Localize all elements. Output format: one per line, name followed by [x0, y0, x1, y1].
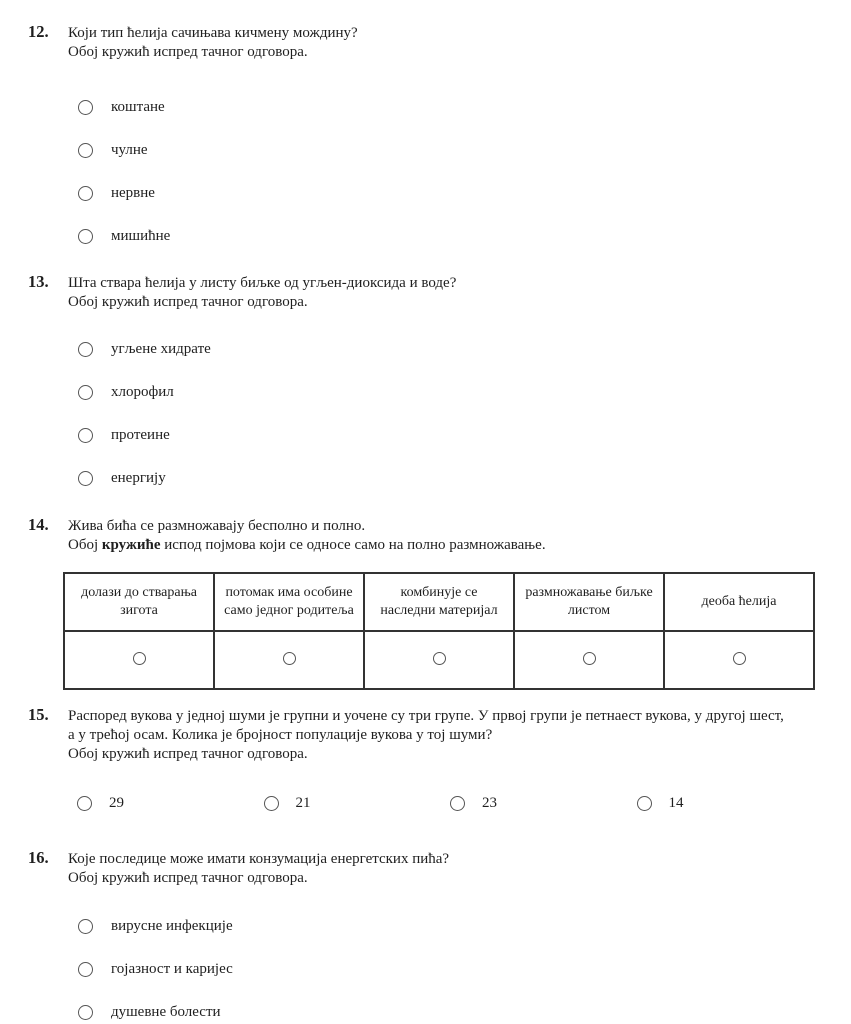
options-list	[78, 917, 823, 1022]
radio-button[interactable]	[78, 385, 93, 400]
radio-button[interactable]	[583, 652, 596, 665]
table-header-cell: комбинује се наследни материјал	[364, 573, 514, 631]
question-15	[28, 705, 823, 813]
options-list	[78, 98, 823, 246]
answer-option	[78, 383, 823, 402]
option-label: енергију	[111, 470, 166, 486]
answer-option	[78, 426, 823, 445]
answer-option	[77, 794, 264, 813]
answer-option	[78, 917, 823, 936]
question-prompt: Које последице може имати конзумација енергетских пића?	[68, 851, 450, 867]
question-instruction: Обој кружић испред тачног одговора.	[68, 746, 308, 762]
answer-option	[78, 960, 823, 979]
table-answer-cell	[364, 631, 514, 689]
radio-button[interactable]	[78, 186, 93, 201]
question-number: 15.	[28, 705, 49, 724]
radio-button[interactable]	[637, 796, 652, 811]
radio-button[interactable]	[450, 796, 465, 811]
question-number: 14.	[28, 515, 49, 534]
answer-option	[264, 794, 451, 813]
option-label: душевне болести	[111, 1004, 221, 1020]
option-label: 29	[109, 795, 124, 811]
radio-button[interactable]	[78, 471, 93, 486]
answer-option	[637, 794, 824, 813]
radio-button[interactable]	[78, 342, 93, 357]
question-prompt: Жива бића се размножавају бесполно и полно.	[68, 518, 366, 534]
option-label: хлорофил	[111, 384, 174, 400]
option-label: гојазност и каријес	[111, 961, 233, 977]
question-prompt-line: а у трећој осам. Колика је бројност популације вукова у тој шуми?	[68, 727, 493, 743]
radio-button[interactable]	[133, 652, 146, 665]
radio-button[interactable]	[78, 229, 93, 244]
options-list	[78, 340, 823, 488]
table-answer-cell	[214, 631, 364, 689]
question-prompt: Шта ствара ћелија у листу биљке од угљен-диоксида и воде?	[68, 275, 457, 291]
option-label: нервне	[111, 185, 155, 201]
question-instruction: Обој кружић испред тачног одговора.	[68, 870, 308, 886]
radio-button[interactable]	[77, 796, 92, 811]
question-12	[28, 22, 823, 246]
answer-option	[78, 227, 823, 246]
option-label: коштане	[111, 99, 165, 115]
option-label: мишићне	[111, 228, 171, 244]
radio-button[interactable]	[264, 796, 279, 811]
question-instruction: Обој кружић испред тачног одговора.	[68, 294, 308, 310]
question-number: 16.	[28, 848, 49, 867]
table-header-cell: потомак има особине само једног родитеља	[214, 573, 364, 631]
table-header-cell: долази до стварања зигота	[64, 573, 214, 631]
question-instruction: Обој кружиће испод појмова који се односе само на полно размножавање.	[68, 537, 546, 553]
radio-button[interactable]	[78, 428, 93, 443]
concepts-table	[63, 572, 815, 690]
answer-option	[78, 98, 823, 117]
radio-button[interactable]	[78, 100, 93, 115]
option-label: протеине	[111, 427, 170, 443]
radio-button[interactable]	[78, 143, 93, 158]
question-number: 13.	[28, 272, 49, 291]
table-header-cell: деоба ћелија	[664, 573, 814, 631]
question-number: 12.	[28, 22, 49, 41]
radio-button[interactable]	[78, 919, 93, 934]
option-label: 21	[295, 795, 311, 811]
option-label: 23	[482, 795, 497, 811]
option-label: чулне	[111, 142, 148, 158]
table-answer-cell	[664, 631, 814, 689]
question-16	[28, 848, 823, 1022]
answer-option	[78, 469, 823, 488]
answer-option	[78, 1003, 823, 1022]
answer-option	[78, 141, 823, 160]
answer-option	[78, 184, 823, 203]
answer-option	[78, 340, 823, 359]
option-label: вирусне инфекције	[111, 918, 233, 934]
radio-button[interactable]	[78, 1005, 93, 1020]
option-label: угљене хидрате	[111, 341, 211, 357]
table-header-cell: размножавање биљке листом	[514, 573, 664, 631]
question-13	[28, 272, 823, 488]
table-answer-cell	[64, 631, 214, 689]
radio-button[interactable]	[733, 652, 746, 665]
question-14	[28, 515, 823, 690]
answer-option	[450, 794, 637, 813]
radio-button[interactable]	[283, 652, 296, 665]
table-header-row	[64, 573, 814, 631]
question-instruction: Обој кружић испред тачног одговора.	[68, 44, 308, 60]
radio-button[interactable]	[78, 962, 93, 977]
radio-button[interactable]	[433, 652, 446, 665]
option-label: 14	[668, 795, 684, 811]
table-answer-row	[64, 631, 814, 689]
question-prompt-line: Распоред вукова у једној шуми је групни и уочене су три групе. У првој групи је петнаест вукова, у другој шест,	[68, 708, 784, 724]
question-prompt: Који тип ћелија сачињава кичмену мождину?	[68, 25, 358, 41]
options-row	[77, 794, 823, 813]
table-answer-cell	[514, 631, 664, 689]
